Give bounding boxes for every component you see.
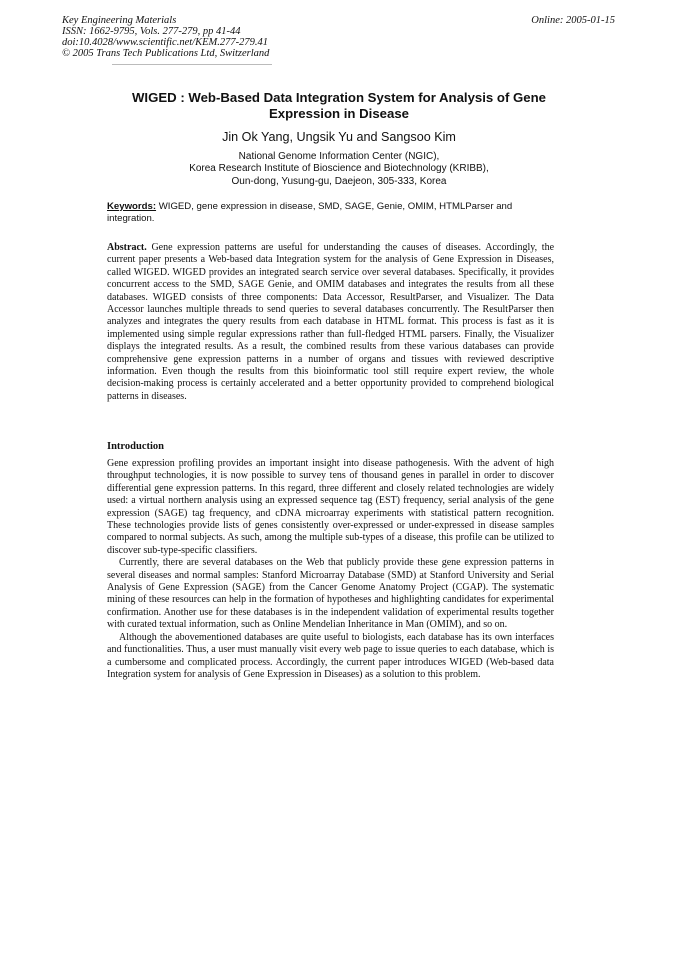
paper-title: WIGED : Web-Based Data Integration System for Analysis of Gene Expression in Disease	[131, 90, 547, 121]
header-scan-artifact	[112, 61, 272, 68]
journal-name: Key Engineering Materials	[62, 15, 177, 26]
affiliation-line: Oun-dong, Yusung-gu, Daejeon, 305-333, Korea	[231, 175, 447, 187]
keywords-text: WIGED, gene expression in disease, SMD, SAGE, Genie, OMIM, HTMLParser and integration.	[107, 201, 513, 224]
affiliation-line: Korea Research Institute of Bioscience and Biotechnology (KRIBB),	[189, 163, 489, 175]
affiliation	[100, 151, 578, 188]
copyright-line: © 2005 Trans Tech Publications Ltd, Switzerland	[62, 48, 270, 59]
paragraph: Although the abovementioned databases are quite useful to biologists, each database has its own interfaces and functionalities. Thus, a user must manually visit every web page to issue queries to each database, which is a cumbersome and complicated process. Accordingly, the current paper introduces WIGED (Web-based data Integration system for analysis of Gene Expression in Diseases) as a solution to this problem.	[107, 631, 554, 680]
online-date: Online: 2005-01-15	[531, 15, 615, 26]
abstract-text: Gene expression patterns are useful for understanding the causes of diseases. Accordingly, the current paper presents a Web-based data Integration system for the analysis of Gene Expression in Diseases, called WIGED. WIGED provides an integrated search service over several databases. Specifically, it provides concurrent access to the SMD, SAGE Genie, and OMIM databases and integrates the results from all these databases. WIGED consists of three components: Data Accessor, ResultParser, and Visualizer. The Data Accessor launches multiple threads to send queries to several databases concurrently. The ResultParser then analyzes and integrates the query results from each database in HTML format. This process is fast as it is implemented using simple regular expressions rather than full-fledged HTML parsers. Finally, the Visualizer displays the integrated results. As a result, the combined results from these various databases can provide comprehensive gene expression patterns in a number of organs and tissues with reviewed descriptive information. Even though the results from this bioinformatic tool still require expert review, the whole decision-making process is certainly accelerated and a better opportunity provided to comprehend biological patterns in diseases.	[107, 242, 555, 402]
affiliation-line: National Genome Information Center (NGIC),	[238, 151, 440, 162]
paper-authors: Jin Ok Yang, Ungsik Yu and Sangsoo Kim	[222, 130, 456, 144]
doi-line: doi:10.4028/www.scientific.net/KEM.277-279.41	[62, 37, 268, 48]
keywords	[107, 201, 554, 225]
section-heading: Introduction	[107, 441, 164, 452]
issn-line: ISSN: 1662-9795, Vols. 277-279, pp 41-44	[62, 26, 241, 37]
keywords-label: Keywords:	[107, 201, 157, 212]
journal-header	[62, 15, 269, 59]
abstract	[107, 242, 554, 403]
paragraph: Gene expression profiling provides an important insight into disease pathogenesis. With the advent of high throughput technologies, it is now possible to survey tens of thousand genes in parallel in order to discover differential gene expression patterns. In this regard, three different and closely related technologies are widely used: a virtual northern analysis using an expressed sequence tag (EST) frequency, serial analysis of the gene expression (SAGE) tag frequency, and cDNA microarray experiments with statistical pattern recognition. These technologies provide lists of genes consistently over-expressed or under-expressed in disease samples compared to normal subjects. As such, among the multiple sub-types of a disease, this profile can be utilized to discover sub-type-specific classifiers.	[107, 458, 554, 556]
paragraph: Currently, there are several databases on the Web that publicly provide these gene expression patterns in several diseases and normal samples: Stanford Microarray Database (SMD) at Stanford University and Serial Analysis of Gene Expression (SAGE) from the Cancer Genome Anatomy Project (CGAP). The systematic mining of these resources can help in the formation of hypotheses and highlighting candidates for experimental confirmation. Another use for these databases is in the independent validation of experimental results together with curated textual information, such as Online Mendelian Inheritance in Man (OMIM), and so on.	[107, 557, 554, 631]
abstract-label: Abstract.	[107, 242, 147, 253]
introduction-body	[107, 458, 554, 681]
